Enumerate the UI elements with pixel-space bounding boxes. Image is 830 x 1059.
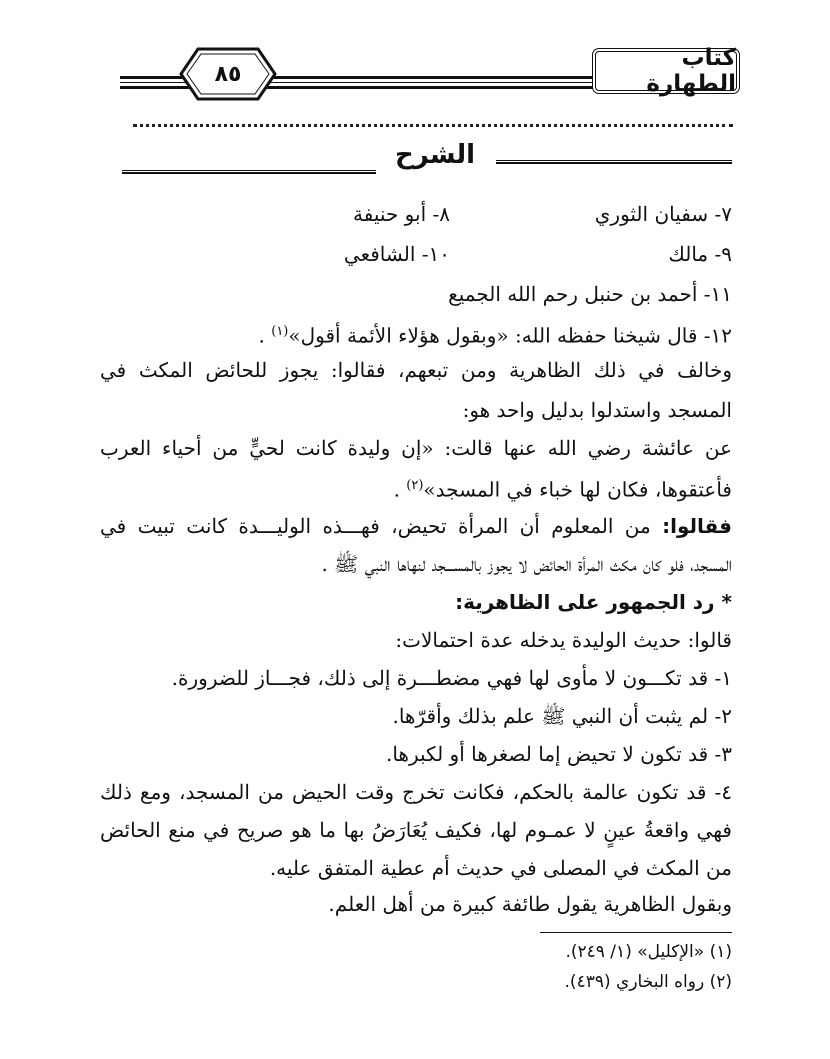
qalu-line-1: [100, 512, 732, 540]
qalu-line-2: المسجد، فلو كان مكث المرأة الحائض لا يجوز بالمســـجد لنهاها النبي ﷺ .: [321, 552, 732, 576]
hadith-line-1: عن عائشة رضي الله عنها قالت: «إن وليدة كانت لحيٍّ من أحياء العرب: [100, 436, 732, 460]
imam-9: ٩- مالك: [668, 242, 732, 266]
imam-12-text: ١٢- قال شيخنا حفظه الله: «وبقول هؤلاء الأئمة أقول»: [288, 323, 732, 348]
page-number: ٨٥: [214, 61, 242, 87]
hadith-line-2-end: .: [393, 477, 407, 502]
book-title-text: كتاب الطهارة: [646, 45, 736, 97]
footnote-separator: [540, 932, 732, 933]
zahiri-line-2: المسجد واستدلوا بدليل واحد هو:: [462, 398, 732, 422]
footnote-1: (١) «الإكليل» (١/ ٢٤٩).: [565, 942, 732, 962]
dotted-separator: [133, 124, 733, 127]
qalu-lead: فقالوا:: [662, 514, 732, 538]
page-number-badge: [178, 46, 278, 102]
rebuttal-intro: قالوا: حديث الوليدة يدخله عدة احتمالات:: [395, 628, 732, 652]
hadith-line-2-text: فأعتقوها، فكان لها خباء في المسجد»: [423, 477, 732, 502]
qalu-line-1-text: من المعلوم أن المرأة تحيض، فهـــذه الوليـــدة كانت تبيت في: [100, 514, 663, 538]
rebuttal-point-4-line-3: من المكث في المصلى في حديث أم عطية المتفق عليه.: [269, 856, 732, 880]
imam-8: ٨- أبو حنيفة: [353, 202, 450, 226]
rebuttal-point-4-line-1: ٤- قد تكون عالمة بالحكم، فكانت تخرج وقت الحيض من المسجد، ومع ذلك: [100, 780, 732, 804]
rebuttal-point-1: ١- قد تكـــون لا مأوى لها فهي مضطـــرة إلى ذلك، فجـــاز للضرورة.: [171, 666, 732, 690]
rebuttal-heading: * رد الجمهور على الظاهرية:: [455, 590, 732, 614]
footnote-ref-2[interactable]: (٢): [406, 478, 424, 493]
closing-line: وبقول الظاهرية يقول طائفة كبيرة من أهل العلم.: [328, 892, 732, 916]
section-title: الشرح: [394, 140, 476, 170]
zahiri-line-1: وخالف في ذلك الظاهرية ومن تبعهم، فقالوا: يجوز للحائض المكث في: [100, 358, 733, 382]
section-title-rule-right: [496, 160, 732, 164]
imam-12: [259, 318, 732, 350]
rebuttal-point-4-line-2: فهي واقعةُ عينٍ لا عمـوم لها، فكيف يُعَارَضُ بها ما هو صريح في منع الحائض: [100, 818, 732, 842]
rebuttal-point-3: ٣- قد تكون لا تحيض إما لصغرها أو لكبرها.: [385, 742, 732, 766]
hadith-line-2: [394, 472, 732, 504]
imam-11: ١١- أحمد بن حنبل رحم الله الجميع: [448, 282, 732, 306]
book-title: [592, 45, 740, 97]
imam-12-end: .: [258, 323, 272, 348]
imam-10: ١٠- الشافعي: [343, 242, 450, 266]
footnote-ref-1[interactable]: (١): [271, 324, 289, 339]
section-title-rule-left: [122, 170, 376, 174]
rebuttal-point-2: ٢- لم يثبت أن النبي ﷺ علم بذلك وأقرّها.: [392, 704, 732, 728]
footnote-2: (٢) رواه البخاري (٤٣٩).: [564, 972, 732, 992]
imam-7: ٧- سفيان الثوري: [594, 202, 732, 226]
